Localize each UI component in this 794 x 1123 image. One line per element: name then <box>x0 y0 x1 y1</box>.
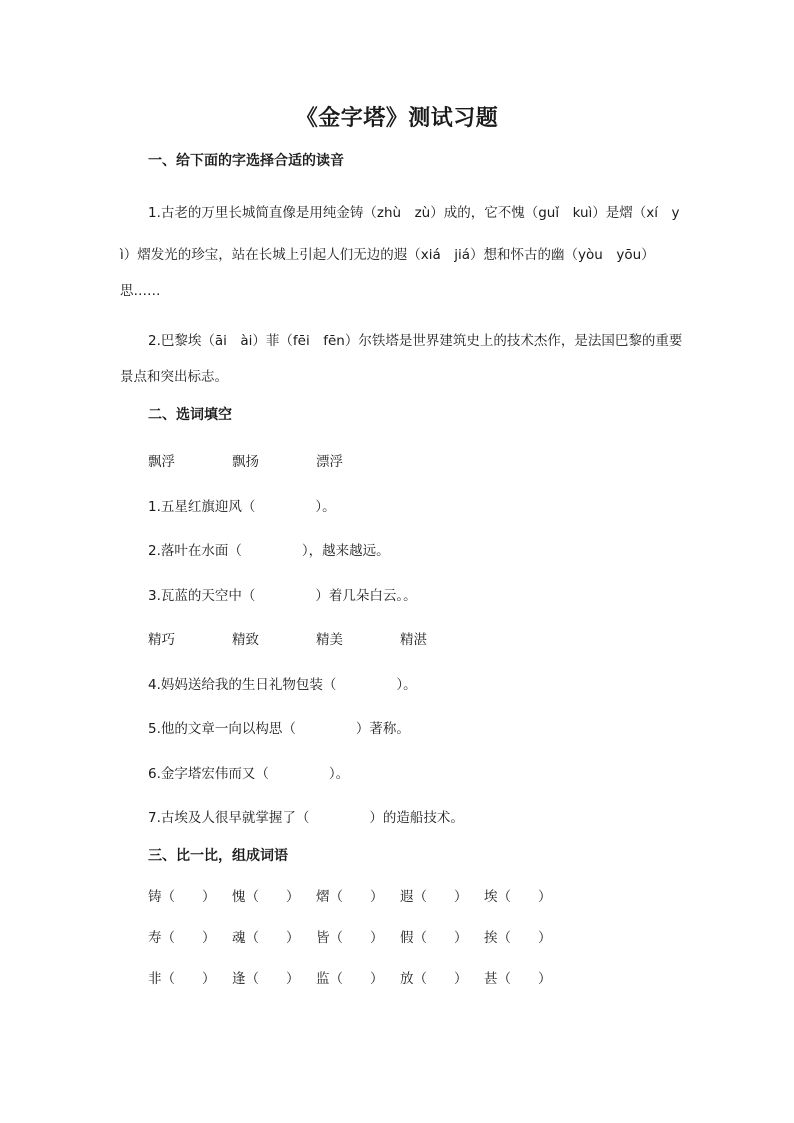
section-1-heading: 一、给下面的字选择合适的读音 <box>148 153 344 169</box>
section-1-q1-line-1: 1.古老的万里长城简直像是用纯金铸（zhù zù）成的，它不愧（guǐ kuì）是熠（xí y <box>148 205 680 221</box>
compare-item[interactable]: 遐（ ） <box>400 889 468 905</box>
compare-item[interactable]: 放（ ） <box>400 971 468 987</box>
question-text: ）。 <box>396 677 417 693</box>
fill-question-6 <box>148 764 349 784</box>
question-text: 4.妈妈送给我的生日礼物包装（ <box>148 677 337 693</box>
section-1-q2-line-1: 2.巴黎埃（āi ài）菲（fēi fēn）尔铁塔是世界建筑史上的技术杰作，是法国巴黎的重要 <box>148 333 683 349</box>
fill-question-1 <box>148 497 336 517</box>
compare-item[interactable]: 假（ ） <box>400 930 468 946</box>
compare-item[interactable]: 埃（ ） <box>484 889 552 905</box>
question-text: 3.瓦蓝的天空中（ <box>148 588 256 604</box>
compare-item[interactable]: 挨（ ） <box>484 930 552 946</box>
compare-row-1 <box>148 887 568 907</box>
word-choices-group-1 <box>148 452 400 472</box>
fill-question-2 <box>148 541 390 561</box>
word-choice: 精湛 <box>400 632 427 648</box>
page-title: 《金字塔》测试习题 <box>295 105 499 131</box>
question-text: 5.他的文章一向以构思（ <box>148 721 296 737</box>
question-text: ），越来越远。 <box>301 543 390 559</box>
compare-item[interactable]: 非（ ） <box>148 971 216 987</box>
section-1-q2-line-2: 景点和突出标志。 <box>120 369 228 385</box>
question-text: ）。 <box>315 499 336 515</box>
compare-row-2 <box>148 928 568 948</box>
section-1-q1-line-3: 思…… <box>120 283 161 299</box>
question-text: 6.金字塔宏伟而又（ <box>148 766 269 782</box>
word-choice: 飘扬 <box>232 454 259 470</box>
question-text: 1.五星红旗迎风（ <box>148 499 256 515</box>
question-text: ）着几朵白云。。 <box>315 588 417 604</box>
question-text: ）。 <box>328 766 350 782</box>
compare-item[interactable]: 愧（ ） <box>232 889 300 905</box>
compare-row-3 <box>148 969 568 989</box>
fill-question-7 <box>148 808 464 828</box>
question-text: 2.落叶在水面（ <box>148 543 242 559</box>
compare-item[interactable]: 寿（ ） <box>148 930 216 946</box>
fill-question-3 <box>148 586 417 606</box>
section-2-heading: 二、选词填空 <box>148 407 232 423</box>
compare-item[interactable]: 逢（ ） <box>232 971 300 987</box>
section-3-heading: 三、比一比，组成词语 <box>148 848 288 864</box>
word-choices-group-2 <box>148 630 484 650</box>
word-choice: 精致 <box>232 632 259 648</box>
word-choice: 精巧 <box>148 632 175 648</box>
word-choice: 精美 <box>316 632 343 648</box>
compare-item[interactable]: 甚（ ） <box>484 971 552 987</box>
section-1-q1-line-2: ì）熠发光的珍宝，站在长城上引起人们无边的遐（xiá jiá）想和怀古的幽（yòu yōu） <box>120 247 655 263</box>
compare-item[interactable]: 魂（ ） <box>232 930 300 946</box>
compare-item[interactable]: 熠（ ） <box>316 889 384 905</box>
question-text: ）的造船技术。 <box>369 810 464 826</box>
question-text: ）著称。 <box>355 721 410 737</box>
fill-question-5 <box>148 719 410 739</box>
question-text: 7.古埃及人很早就掌握了（ <box>148 810 310 826</box>
word-choice: 飘浮 <box>148 454 175 470</box>
compare-item[interactable]: 监（ ） <box>316 971 384 987</box>
word-choice: 漂浮 <box>316 454 343 470</box>
compare-item[interactable]: 皆（ ） <box>316 930 384 946</box>
compare-item[interactable]: 铸（ ） <box>148 889 216 905</box>
fill-question-4 <box>148 675 417 695</box>
